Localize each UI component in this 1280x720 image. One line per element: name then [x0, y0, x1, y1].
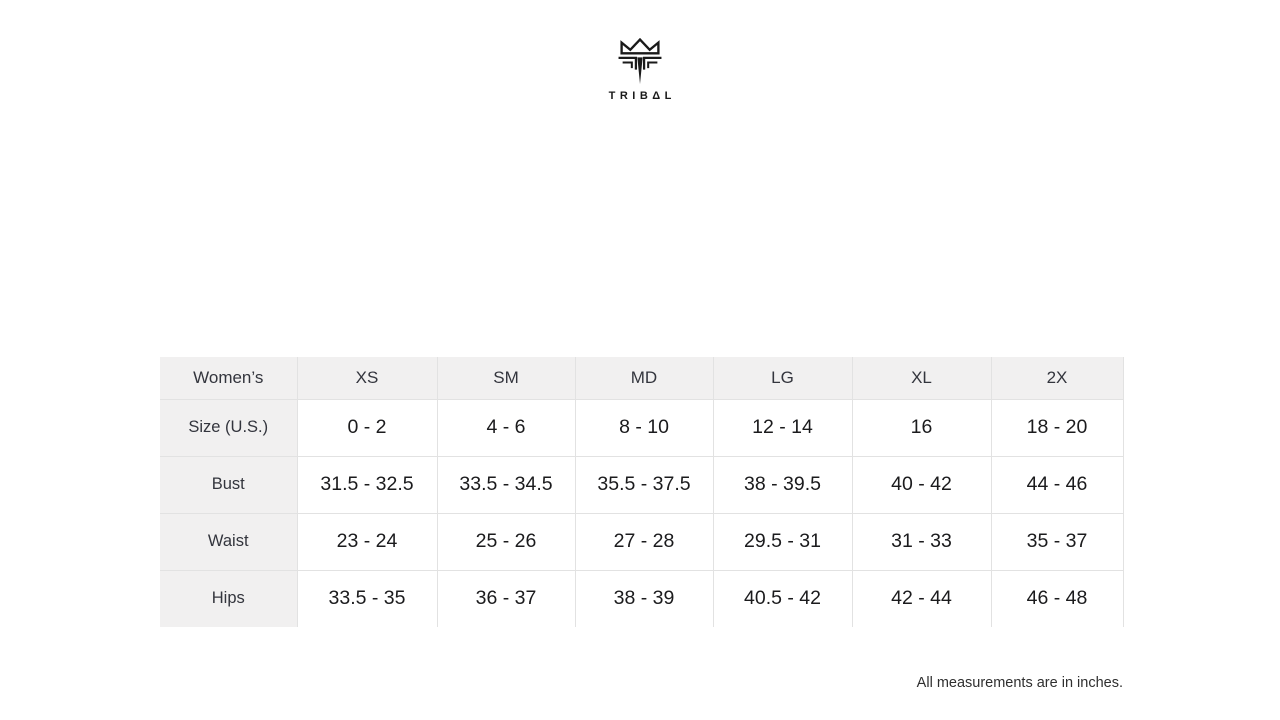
table-cell-size-md: 8 - 10	[575, 399, 713, 456]
column-header-sm: SM	[437, 357, 575, 399]
table-row-bust	[160, 456, 1123, 513]
size-chart-table	[160, 357, 1124, 627]
table-cell-waist-lg: 29.5 - 31	[713, 513, 852, 570]
table-cell-size-sm: 4 - 6	[437, 399, 575, 456]
table-cell-waist-xl: 31 - 33	[852, 513, 991, 570]
table-cell-size-xs: 0 - 2	[297, 399, 437, 456]
table-cell-hips-md: 38 - 39	[575, 570, 713, 627]
row-label-bust: Bust	[160, 456, 297, 513]
table-cell-waist-xs: 23 - 24	[297, 513, 437, 570]
row-label-size-us: Size (U.S.)	[160, 399, 297, 456]
table-cell-bust-md: 35.5 - 37.5	[575, 456, 713, 513]
brand-header	[0, 38, 1280, 102]
table-cell-waist-2x: 35 - 37	[991, 513, 1123, 570]
table-cell-bust-sm: 33.5 - 34.5	[437, 456, 575, 513]
table-row-size-us	[160, 399, 1123, 456]
table-cell-size-xl: 16	[852, 399, 991, 456]
column-header-xs: XS	[297, 357, 437, 399]
table-cell-hips-xl: 42 - 44	[852, 570, 991, 627]
table-cell-bust-xs: 31.5 - 32.5	[297, 456, 437, 513]
table-cell-size-2x: 18 - 20	[991, 399, 1123, 456]
table-cell-waist-sm: 25 - 26	[437, 513, 575, 570]
table-header-row	[160, 357, 1123, 399]
table-cell-hips-sm: 36 - 37	[437, 570, 575, 627]
table-cell-bust-xl: 40 - 42	[852, 456, 991, 513]
column-header-xl: XL	[852, 357, 991, 399]
table-cell-size-lg: 12 - 14	[713, 399, 852, 456]
row-label-waist: Waist	[160, 513, 297, 570]
column-header-lg: LG	[713, 357, 852, 399]
column-header-womens: Women’s	[160, 357, 297, 399]
table-cell-hips-lg: 40.5 - 42	[713, 570, 852, 627]
row-label-hips: Hips	[160, 570, 297, 627]
column-header-2x: 2X	[991, 357, 1123, 399]
table-row-waist	[160, 513, 1123, 570]
table-cell-hips-2x: 46 - 48	[991, 570, 1123, 627]
table-cell-bust-lg: 38 - 39.5	[713, 456, 852, 513]
table-row-hips	[160, 570, 1123, 627]
brand-wordmark: TRIBΔL	[608, 90, 676, 102]
tribal-crown-logo-icon	[615, 38, 665, 85]
table-cell-waist-md: 27 - 28	[575, 513, 713, 570]
column-header-md: MD	[575, 357, 713, 399]
measurements-note: All measurements are in inches.	[916, 675, 1123, 691]
table-cell-bust-2x: 44 - 46	[991, 456, 1123, 513]
table-cell-hips-xs: 33.5 - 35	[297, 570, 437, 627]
